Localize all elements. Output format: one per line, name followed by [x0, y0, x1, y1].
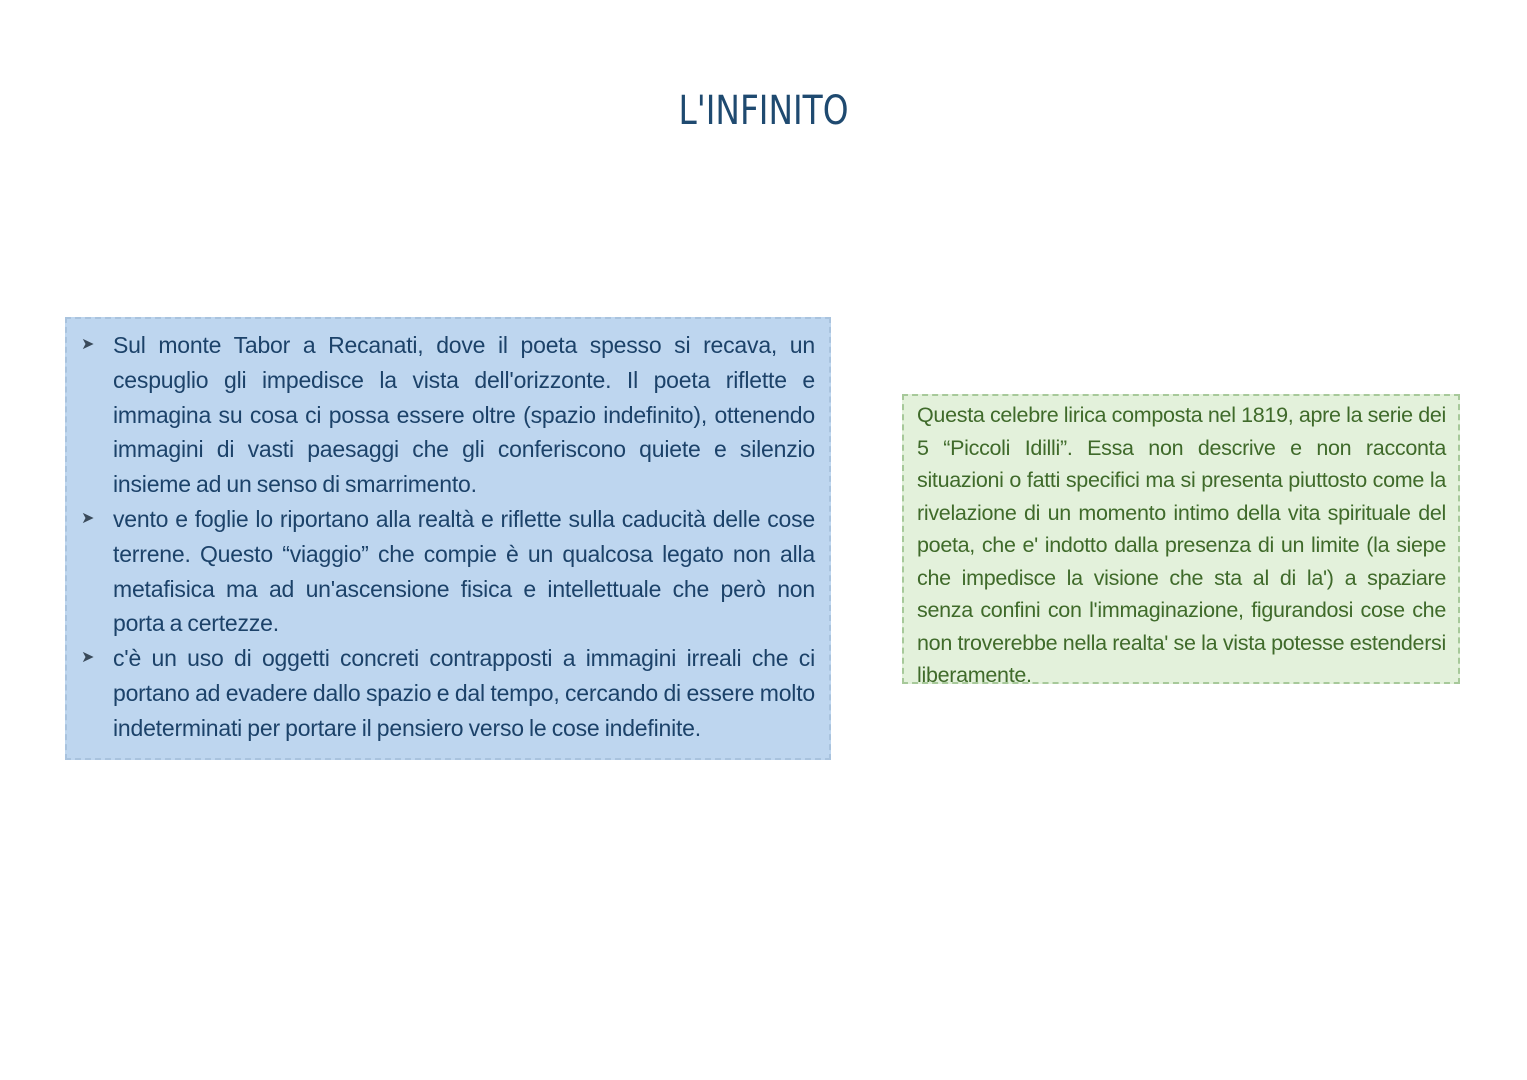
notes-box	[65, 317, 831, 760]
arrowhead-bullet-icon: ➤	[81, 649, 95, 667]
list-item	[79, 641, 815, 745]
list-item-text: c'è un uso di oggetti concreti contrapposti a immagini irreali che ci portano ad evadere dallo spazio e dal tempo, cercando di essere molto indeterminati per portare il pensiero verso le cose indefinite.	[113, 645, 815, 741]
summary-box	[902, 394, 1460, 687]
list-item	[79, 502, 815, 641]
arrowhead-bullet-icon: ➤	[81, 509, 95, 527]
notes-list	[79, 328, 815, 746]
list-item-text: vento e foglie lo riportano alla realtà e riflette sulla caducità delle cose terrene. Questo “viaggio” che compie è un qualcosa legato non alla metafisica ma ad un'ascensione fisica e intellettuale che però non porta a certezze.	[113, 505, 815, 637]
list-item	[79, 328, 815, 502]
list-item-text: Sul monte Tabor a Recanati, dove il poeta spesso si recava, un cespuglio gli impedisce la vista dell'orizzonte. Il poeta riflette e immagina su cosa ci possa essere oltre (spazio indefinito), ottenendo immagini di vasti paesaggi che gli conferiscono quiete e silenzio insieme ad un senso di smarrimento.	[113, 332, 815, 498]
page-title: L'INFINITO	[678, 88, 849, 134]
arrowhead-bullet-icon: ➤	[81, 336, 95, 353]
summary-text: Questa celebre lirica composta nel 1819, apre la serie dei 5 “Piccoli Idilli”. Essa non descrive e non racconta situazioni o fatti specifici ma si presenta piuttosto come la rivelazione di un momento intimo della vita spirituale del poeta, che e' indotto dalla presenza di un limite (la siepe che impedisce la visione che sta al di la') a spaziare senza confini con l'immaginazione, figurandosi cose che non troverebbe nella realta' se la vista potesse estendersi liberamente.	[917, 403, 1446, 687]
